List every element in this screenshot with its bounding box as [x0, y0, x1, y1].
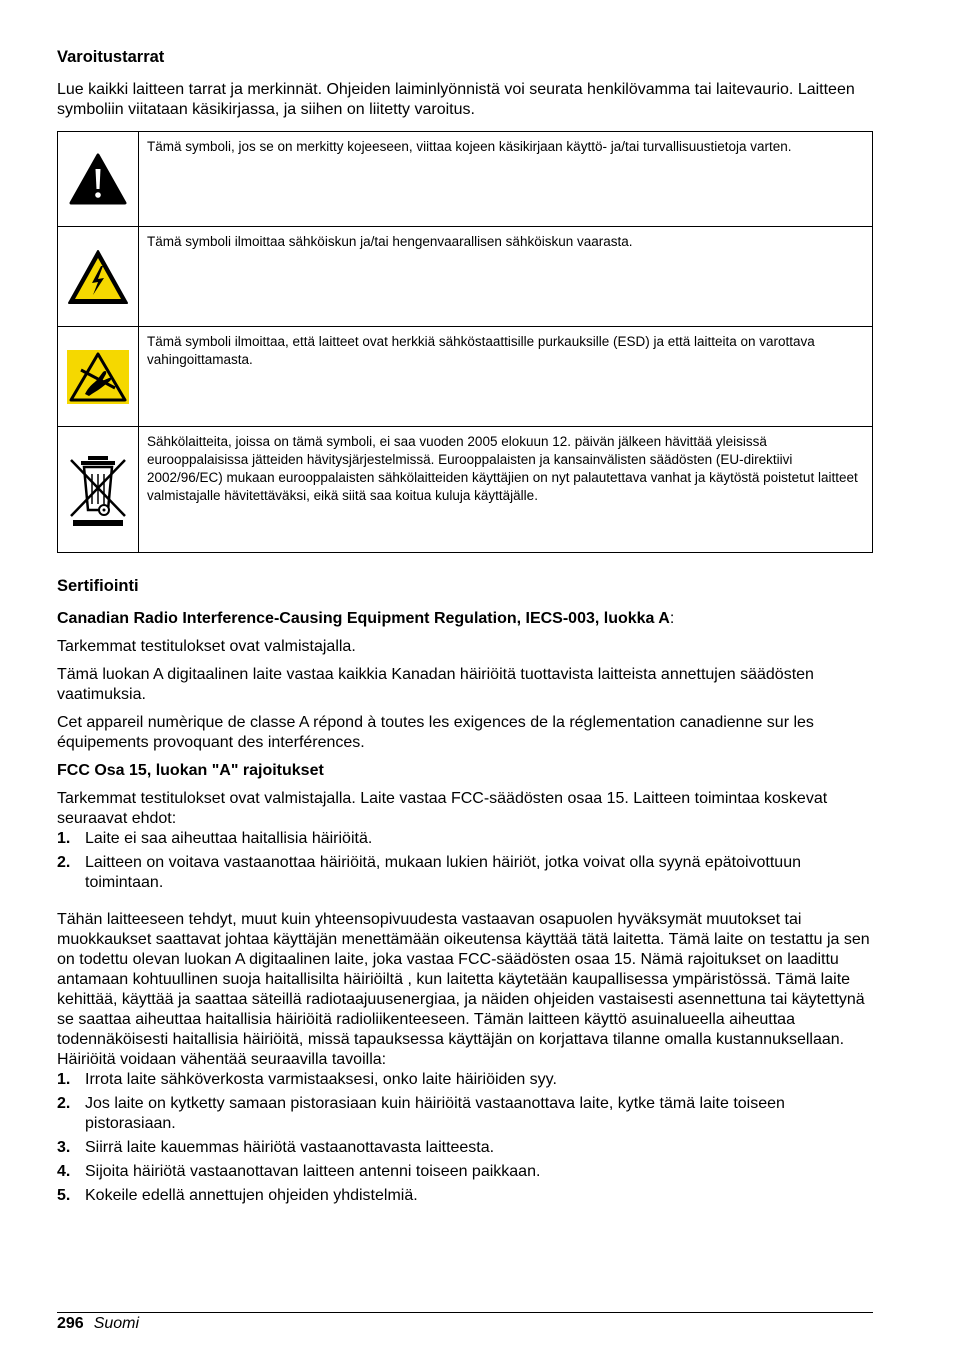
list-number: 2.	[57, 1095, 71, 1112]
list-text: Sijoita häiriötä vastaanottavan laitteen antenni toiseen paikkaan.	[85, 1163, 541, 1180]
certification-heading: Sertifiointi	[57, 577, 139, 595]
page-number: 296	[57, 1315, 84, 1332]
canadian-p3-french: Cet appareil numèrique de classe A répond à toutes les exigences de la réglementation canadienne sur les équipements provoquant des interférences.	[57, 714, 814, 751]
list-text: Laitteen on voitava vastaanottaa häiriöitä, mukaan lukien häiriöt, jotka voivat olla syynä epätoivottuun toimintaan.	[85, 854, 801, 891]
list-item	[57, 1094, 873, 1134]
symbol-row	[58, 327, 873, 427]
list-text: Kokeile edellä annettujen ohjeiden yhdistelmiä.	[85, 1187, 418, 1204]
symbol-description: Tämä symboli, jos se on merkitty kojeeseen, viittaa kojeen käsikirjaan käyttö- ja/tai turvallisuustietoja varten.	[139, 132, 873, 227]
warning-labels-intro: Lue kaikki laitteen tarrat ja merkinnät. Ohjeiden laiminlyönnistä voi seurata henkilövamma tai laitevaurio. Laitteen symboliin viitataan käsikirjassa, ja siihen on liitetty varoitus.	[57, 81, 855, 118]
fcc-conditions-list	[57, 829, 873, 893]
canadian-p2: Tämä luokan A digitaalinen laite vastaa kaikkia Kanadan häiriöitä tuottavista laitteista annettujen säädösten vaatimuksia.	[57, 666, 814, 703]
general-warning-icon	[68, 152, 128, 206]
weee-bin-icon	[65, 450, 131, 530]
canadian-p1: Tarkemmat testitulokset ovat valmistajalla.	[57, 638, 356, 655]
list-text: Laite ei saa aiheuttaa haitallisia häiriöitä.	[85, 830, 373, 847]
symbol-table	[57, 131, 873, 553]
symbol-row	[58, 227, 873, 327]
symbol-description: Tämä symboli ilmoittaa sähköiskun ja/tai hengenvaarallisen sähköiskun vaarasta.	[139, 227, 873, 327]
canadian-regulation-heading	[57, 609, 873, 629]
symbol-row	[58, 132, 873, 227]
list-item	[57, 829, 873, 849]
warning-labels-heading: Varoitustarrat	[57, 48, 165, 66]
list-item	[57, 1162, 873, 1182]
list-text: Jos laite on kytketty samaan pistorasiaan kuin häiriöitä vastaanottava laite, kytke tämä laite toiseen pistorasiaan.	[85, 1095, 785, 1132]
list-number: 2.	[57, 854, 71, 871]
list-item	[57, 1186, 873, 1206]
list-item	[57, 853, 873, 893]
list-number: 1.	[57, 830, 71, 847]
list-number: 3.	[57, 1139, 71, 1156]
fcc-interference-paragraph: Tähän laitteeseen tehdyt, muut kuin yhteensopivuudesta vastaavan osapuolen hyväksymät muutokset tai muokkaukset saattavat johtaa käyttäjän menettämään oikeutensa käyttää tätä laitetta. Tämä laite on testattu ja sen on todettu olevan luokan A digitaalinen laite, joka vastaa FCC-säädösten osaa 15. Nämä rajoitukset on laadittu antamaan kohtuullinen suoja haitallisilta häiriöiltä , kun laitetta käytetään kaupallisessa ympäristössä. Tämä laite kehittää, käyttää ja saattaa säteillä radiotaajuusenergiaa, ja näiden ohjeiden vastaisesti asennettuna tai käytettynä se saattaa aiheuttaa haitallisia häiriöitä radioliikenteeseen. Tämän laitteen käyttö asuinalueella aiheuttaa todennäköisesti haitallisia häiriöitä, missä tapauksessa käyttäjän on korjattava tilanne omalla kustannuksellaan. Häiriöitä voidaan vähentää seuraavilla tavoilla:	[57, 911, 870, 1068]
remedies-list	[57, 1070, 873, 1206]
footer-language: Suomi	[93, 1315, 140, 1332]
manual-page	[57, 46, 873, 1206]
esd-icon	[67, 350, 129, 404]
list-item	[57, 1070, 873, 1090]
symbol-description: Tämä symboli ilmoittaa, että laitteet ovat herkkiä sähköstaattisille purkauksille (ESD) ja että laitteita on varottava vahingoittamasta.	[139, 327, 873, 427]
electric-shock-icon	[66, 248, 130, 306]
page-footer	[57, 1314, 139, 1334]
canadian-regulation-title: Canadian Radio Interference-Causing Equipment Regulation, IECS-003, luokka A	[57, 610, 670, 627]
footer-divider	[57, 1312, 873, 1313]
list-text: Siirrä laite kauemmas häiriötä vastaanottavasta laitteesta.	[85, 1139, 495, 1156]
list-number: 5.	[57, 1187, 71, 1204]
list-number: 1.	[57, 1071, 71, 1088]
list-text: Irrota laite sähköverkosta varmistaaksesi, onko laite häiriöiden syy.	[85, 1071, 557, 1088]
canadian-regulation-colon: :	[669, 610, 675, 627]
fcc-heading: FCC Osa 15, luokan "A" rajoitukset	[57, 762, 324, 779]
list-item	[57, 1138, 873, 1158]
list-number: 4.	[57, 1163, 71, 1180]
symbol-description: Sähkölaitteita, joissa on tämä symboli, ei saa vuoden 2005 elokuun 12. päivän jälkeen hävittää yleisissä eurooppalaisissa jätteiden hävitysjärjestelmissä. Eurooppalaisten ja kansainvälisten säädösten (EU-direktiivi 2002/96/EC) mukaan eurooppalaisten sähkölaitteiden käyttäjien on nyt palautettava vanhat ja käytöstä poistetut laitteet valmistajalle hävitettäväksi, eikä siitä saa koitua kuluja käyttäjälle.	[139, 427, 873, 553]
fcc-intro: Tarkemmat testitulokset ovat valmistajalla. Laite vastaa FCC-säädösten osaa 15. Laitteen toimintaa koskevat seuraavat ehdot:	[57, 790, 828, 827]
symbol-row	[58, 427, 873, 553]
